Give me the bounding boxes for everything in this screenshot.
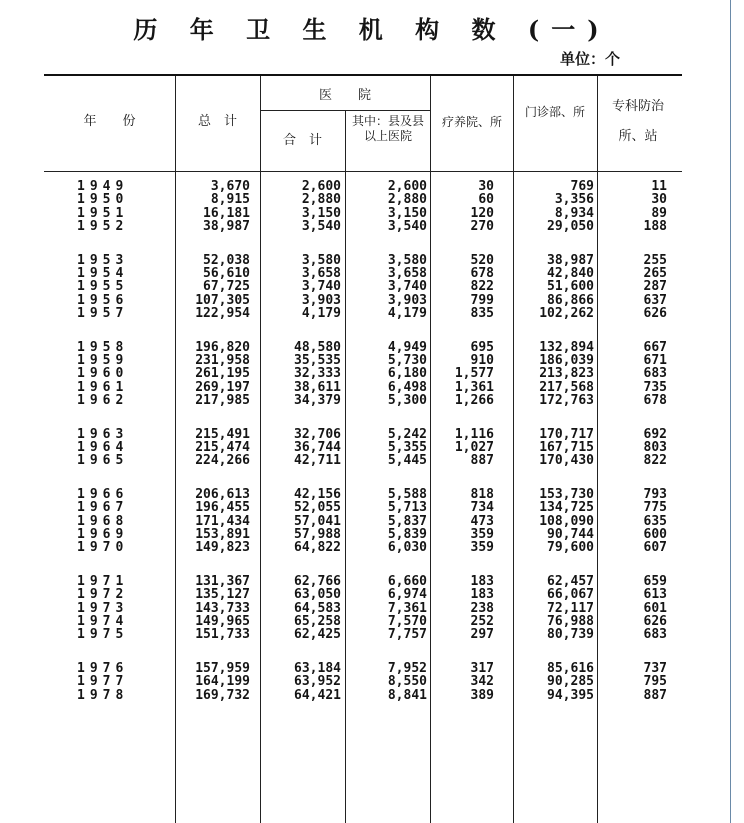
specialized-cell: 735 bbox=[643, 379, 667, 395]
specialized-cell: 667 bbox=[643, 339, 667, 355]
hospital-county-cell: 6,030 bbox=[387, 540, 427, 556]
header-hospital: 医 院 bbox=[318, 88, 371, 103]
header-specialized: 专科防治所、站 bbox=[611, 99, 664, 144]
total-cell: 269,197 bbox=[195, 379, 250, 395]
specialized-cell: 255 bbox=[643, 252, 667, 268]
sanatorium-cell: 473 bbox=[470, 513, 494, 529]
sanatorium-cell: 910 bbox=[470, 353, 494, 368]
header-clinic: 门诊部、所 bbox=[524, 105, 585, 119]
specialized-cell: 265 bbox=[643, 266, 667, 281]
hospital-county-cell: 5,300 bbox=[387, 393, 427, 409]
sanatorium-cell: 252 bbox=[470, 614, 494, 629]
header-hospital-county: 其中：县及县以上医院 bbox=[351, 114, 424, 143]
year-cell: 1954 bbox=[77, 266, 129, 281]
hospital-total-cell: 3,740 bbox=[301, 279, 341, 295]
hospital-total-cell: 42,711 bbox=[294, 453, 341, 469]
sanatorium-cell: 120 bbox=[470, 205, 494, 221]
hospital-county-cell: 2,880 bbox=[387, 192, 427, 208]
total-cell: 224,266 bbox=[195, 453, 250, 469]
total-cell: 215,474 bbox=[195, 440, 250, 455]
year-cell: 1958 bbox=[77, 339, 129, 355]
year-cell: 1972 bbox=[77, 587, 129, 603]
clinic-cell: 72,117 bbox=[547, 600, 594, 616]
header-divider bbox=[597, 76, 598, 172]
hospital-total-cell: 2,600 bbox=[301, 179, 341, 194]
specialized-cell: 30 bbox=[651, 192, 667, 208]
hospital-county-cell: 5,355 bbox=[387, 440, 427, 455]
sanatorium-cell: 822 bbox=[470, 279, 494, 295]
specialized-cell: 683 bbox=[643, 627, 667, 643]
table-row bbox=[0, 628, 744, 642]
sanatorium-cell: 678 bbox=[470, 266, 494, 281]
year-cell: 1970 bbox=[77, 540, 129, 556]
sanatorium-cell: 297 bbox=[470, 627, 494, 643]
hospital-county-cell: 6,660 bbox=[387, 573, 427, 589]
year-cell: 1964 bbox=[77, 440, 129, 455]
year-cell: 1962 bbox=[77, 393, 129, 409]
hospital-total-cell: 4,179 bbox=[301, 306, 341, 322]
sanatorium-cell: 359 bbox=[470, 527, 494, 542]
year-cell: 1956 bbox=[77, 292, 129, 308]
hospital-total-cell: 64,421 bbox=[294, 687, 341, 703]
sanatorium-cell: 695 bbox=[470, 339, 494, 355]
sanatorium-cell: 342 bbox=[470, 674, 494, 690]
hospital-county-cell: 7,361 bbox=[387, 600, 427, 616]
hospital-total-cell: 62,425 bbox=[294, 627, 341, 643]
specialized-cell: 600 bbox=[643, 527, 667, 542]
total-cell: 196,455 bbox=[195, 500, 250, 516]
hospital-county-cell: 2,600 bbox=[387, 179, 427, 194]
hospital-county-cell: 5,837 bbox=[387, 513, 427, 529]
clinic-cell: 62,457 bbox=[547, 573, 594, 589]
page-title: 历 年 卫 生 机 构 数 (一) bbox=[133, 15, 611, 44]
sanatorium-cell: 183 bbox=[470, 587, 494, 603]
clinic-cell: 85,616 bbox=[547, 660, 594, 676]
specialized-cell: 671 bbox=[643, 353, 667, 368]
sanatorium-cell: 734 bbox=[470, 500, 494, 516]
total-cell: 231,958 bbox=[195, 353, 250, 368]
header-sanatorium: 疗养院、所 bbox=[441, 115, 502, 129]
year-cell: 1951 bbox=[77, 205, 129, 221]
hospital-total-cell: 63,952 bbox=[294, 674, 341, 690]
specialized-cell: 626 bbox=[643, 306, 667, 322]
sanatorium-cell: 887 bbox=[470, 453, 494, 469]
hospital-county-cell: 5,713 bbox=[387, 500, 427, 516]
sanatorium-cell: 1,361 bbox=[454, 379, 494, 395]
hospital-total-cell: 38,611 bbox=[294, 379, 341, 395]
specialized-cell: 635 bbox=[643, 513, 667, 529]
clinic-cell: 94,395 bbox=[547, 687, 594, 703]
sanatorium-cell: 238 bbox=[470, 600, 494, 616]
specialized-cell: 89 bbox=[651, 205, 667, 221]
total-cell: 16,181 bbox=[203, 205, 250, 221]
total-cell: 149,965 bbox=[195, 614, 250, 629]
total-cell: 153,891 bbox=[195, 527, 250, 542]
hospital-county-cell: 5,588 bbox=[387, 486, 427, 502]
clinic-cell: 29,050 bbox=[547, 219, 594, 235]
specialized-cell: 775 bbox=[643, 500, 667, 516]
clinic-cell: 217,568 bbox=[539, 379, 594, 395]
total-cell: 169,732 bbox=[195, 687, 250, 703]
clinic-cell: 134,725 bbox=[539, 500, 594, 516]
clinic-cell: 769 bbox=[570, 179, 594, 194]
hospital-total-cell: 48,580 bbox=[294, 339, 341, 355]
hospital-subheader-rule bbox=[260, 110, 430, 111]
total-cell: 56,610 bbox=[203, 266, 250, 281]
table-row bbox=[0, 454, 744, 468]
hospital-county-cell: 5,242 bbox=[387, 426, 427, 442]
hospital-county-cell: 8,841 bbox=[387, 687, 427, 703]
total-cell: 151,733 bbox=[195, 627, 250, 643]
specialized-cell: 803 bbox=[643, 440, 667, 455]
clinic-cell: 8,934 bbox=[554, 205, 594, 221]
header-divider bbox=[345, 110, 346, 172]
hospital-county-cell: 3,150 bbox=[387, 205, 427, 221]
year-cell: 1961 bbox=[77, 379, 129, 395]
clinic-cell: 170,430 bbox=[539, 453, 594, 469]
hospital-county-cell: 6,974 bbox=[387, 587, 427, 603]
clinic-cell: 186,039 bbox=[539, 353, 594, 368]
total-cell: 261,195 bbox=[195, 366, 250, 382]
table-top-rule bbox=[44, 74, 682, 76]
clinic-cell: 102,262 bbox=[539, 306, 594, 322]
sanatorium-cell: 30 bbox=[478, 179, 494, 194]
clinic-cell: 79,600 bbox=[547, 540, 594, 556]
table-header-rule bbox=[44, 171, 682, 172]
specialized-cell: 626 bbox=[643, 614, 667, 629]
sanatorium-cell: 60 bbox=[478, 192, 494, 208]
sanatorium-cell: 270 bbox=[470, 219, 494, 235]
hospital-county-cell: 5,839 bbox=[387, 527, 427, 542]
hospital-county-cell: 3,580 bbox=[387, 252, 427, 268]
total-cell: 215,491 bbox=[195, 426, 250, 442]
clinic-cell: 170,717 bbox=[539, 426, 594, 442]
year-cell: 1969 bbox=[77, 527, 129, 542]
year-cell: 1957 bbox=[77, 306, 129, 322]
sanatorium-cell: 317 bbox=[470, 660, 494, 676]
hospital-total-cell: 63,184 bbox=[294, 660, 341, 676]
specialized-cell: 607 bbox=[643, 540, 667, 556]
year-cell: 1967 bbox=[77, 500, 129, 516]
year-cell: 1974 bbox=[77, 614, 129, 629]
specialized-cell: 188 bbox=[643, 219, 667, 235]
specialized-cell: 692 bbox=[643, 426, 667, 442]
clinic-cell: 51,600 bbox=[547, 279, 594, 295]
clinic-cell: 66,067 bbox=[547, 587, 594, 603]
specialized-cell: 287 bbox=[643, 279, 667, 295]
year-cell: 1971 bbox=[77, 573, 129, 589]
specialized-cell: 11 bbox=[651, 179, 667, 194]
clinic-cell: 3,356 bbox=[554, 192, 594, 208]
specialized-cell: 737 bbox=[643, 660, 667, 676]
hospital-county-cell: 3,740 bbox=[387, 279, 427, 295]
specialized-cell: 793 bbox=[643, 486, 667, 502]
hospital-county-cell: 7,570 bbox=[387, 614, 427, 629]
hospital-total-cell: 63,050 bbox=[294, 587, 341, 603]
clinic-cell: 153,730 bbox=[539, 486, 594, 502]
year-cell: 1963 bbox=[77, 426, 129, 442]
year-cell: 1976 bbox=[77, 660, 129, 676]
hospital-county-cell: 3,658 bbox=[387, 266, 427, 281]
hospital-total-cell: 3,540 bbox=[301, 219, 341, 235]
sanatorium-cell: 359 bbox=[470, 540, 494, 556]
header-total: 总 计 bbox=[197, 114, 237, 129]
total-cell: 52,038 bbox=[203, 252, 250, 268]
specialized-cell: 678 bbox=[643, 393, 667, 409]
sanatorium-cell: 835 bbox=[470, 306, 494, 322]
total-cell: 131,367 bbox=[195, 573, 250, 589]
clinic-cell: 108,090 bbox=[539, 513, 594, 529]
total-cell: 217,985 bbox=[195, 393, 250, 409]
table-row bbox=[0, 689, 744, 703]
year-cell: 1959 bbox=[77, 353, 129, 368]
hospital-county-cell: 8,550 bbox=[387, 674, 427, 690]
clinic-cell: 167,715 bbox=[539, 440, 594, 455]
table-row bbox=[0, 394, 744, 408]
year-cell: 1953 bbox=[77, 252, 129, 268]
sanatorium-cell: 183 bbox=[470, 573, 494, 589]
table-row bbox=[0, 220, 744, 234]
hospital-total-cell: 36,744 bbox=[294, 440, 341, 455]
total-cell: 135,127 bbox=[195, 587, 250, 603]
year-cell: 1960 bbox=[77, 366, 129, 382]
total-cell: 171,434 bbox=[195, 513, 250, 529]
sanatorium-cell: 1,266 bbox=[454, 393, 494, 409]
clinic-cell: 213,823 bbox=[539, 366, 594, 382]
hospital-total-cell: 52,055 bbox=[294, 500, 341, 516]
year-cell: 1978 bbox=[77, 687, 129, 703]
specialized-cell: 659 bbox=[643, 573, 667, 589]
total-cell: 149,823 bbox=[195, 540, 250, 556]
total-cell: 196,820 bbox=[195, 339, 250, 355]
hospital-total-cell: 64,583 bbox=[294, 600, 341, 616]
hospital-county-cell: 7,757 bbox=[387, 627, 427, 643]
hospital-total-cell: 57,988 bbox=[294, 527, 341, 542]
total-cell: 164,199 bbox=[195, 674, 250, 690]
unit-label: 单位：个 bbox=[560, 50, 621, 68]
specialized-cell: 887 bbox=[643, 687, 667, 703]
hospital-total-cell: 34,379 bbox=[294, 393, 341, 409]
hospital-county-cell: 4,179 bbox=[387, 306, 427, 322]
sanatorium-cell: 389 bbox=[470, 687, 494, 703]
clinic-cell: 90,744 bbox=[547, 527, 594, 542]
year-cell: 1975 bbox=[77, 627, 129, 643]
hospital-total-cell: 35,535 bbox=[294, 353, 341, 368]
hospital-total-cell: 32,333 bbox=[294, 366, 341, 382]
hospital-total-cell: 57,041 bbox=[294, 513, 341, 529]
hospital-total-cell: 32,706 bbox=[294, 426, 341, 442]
total-cell: 143,733 bbox=[195, 600, 250, 616]
total-cell: 8,915 bbox=[210, 192, 250, 208]
total-cell: 206,613 bbox=[195, 486, 250, 502]
specialized-cell: 795 bbox=[643, 674, 667, 690]
clinic-cell: 80,739 bbox=[547, 627, 594, 643]
total-cell: 3,670 bbox=[210, 179, 250, 194]
year-cell: 1968 bbox=[77, 513, 129, 529]
specialized-cell: 637 bbox=[643, 292, 667, 308]
sanatorium-cell: 1,027 bbox=[454, 440, 494, 455]
hospital-total-cell: 3,150 bbox=[301, 205, 341, 221]
clinic-cell: 172,763 bbox=[539, 393, 594, 409]
specialized-cell: 613 bbox=[643, 587, 667, 603]
sanatorium-cell: 799 bbox=[470, 292, 494, 308]
clinic-cell: 76,988 bbox=[547, 614, 594, 629]
year-cell: 1973 bbox=[77, 600, 129, 616]
hospital-county-cell: 7,952 bbox=[387, 660, 427, 676]
header-hospital-total: 合 计 bbox=[282, 133, 322, 148]
clinic-cell: 90,285 bbox=[547, 674, 594, 690]
clinic-cell: 38,987 bbox=[547, 252, 594, 268]
year-cell: 1977 bbox=[77, 674, 129, 690]
hospital-total-cell: 2,880 bbox=[301, 192, 341, 208]
hospital-total-cell: 62,766 bbox=[294, 573, 341, 589]
table-row bbox=[0, 307, 744, 321]
hospital-total-cell: 42,156 bbox=[294, 486, 341, 502]
hospital-county-cell: 5,730 bbox=[387, 353, 427, 368]
year-cell: 1950 bbox=[77, 192, 129, 208]
clinic-cell: 132,894 bbox=[539, 339, 594, 355]
total-cell: 67,725 bbox=[203, 279, 250, 295]
hospital-total-cell: 3,903 bbox=[301, 292, 341, 308]
sanatorium-cell: 818 bbox=[470, 486, 494, 502]
year-cell: 1949 bbox=[77, 179, 129, 194]
year-cell: 1966 bbox=[77, 486, 129, 502]
hospital-total-cell: 65,258 bbox=[294, 614, 341, 629]
total-cell: 122,954 bbox=[195, 306, 250, 322]
hospital-county-cell: 3,540 bbox=[387, 219, 427, 235]
hospital-total-cell: 64,822 bbox=[294, 540, 341, 556]
hospital-county-cell: 6,498 bbox=[387, 379, 427, 395]
hospital-total-cell: 3,658 bbox=[301, 266, 341, 281]
clinic-cell: 42,840 bbox=[547, 266, 594, 281]
clinic-cell: 86,866 bbox=[547, 292, 594, 308]
hospital-county-cell: 4,949 bbox=[387, 339, 427, 355]
year-cell: 1955 bbox=[77, 279, 129, 295]
table-row bbox=[0, 541, 744, 555]
hospital-county-cell: 3,903 bbox=[387, 292, 427, 308]
specialized-cell: 822 bbox=[643, 453, 667, 469]
total-cell: 157,959 bbox=[195, 660, 250, 676]
header-year: 年 份 bbox=[83, 114, 136, 129]
year-cell: 1952 bbox=[77, 219, 129, 235]
sanatorium-cell: 1,116 bbox=[454, 426, 494, 442]
total-cell: 107,305 bbox=[195, 292, 250, 308]
specialized-cell: 601 bbox=[643, 600, 667, 616]
total-cell: 38,987 bbox=[203, 219, 250, 235]
hospital-county-cell: 5,445 bbox=[387, 453, 427, 469]
sanatorium-cell: 520 bbox=[470, 252, 494, 268]
hospital-total-cell: 3,580 bbox=[301, 252, 341, 268]
sanatorium-cell: 1,577 bbox=[454, 366, 494, 382]
year-cell: 1965 bbox=[77, 453, 129, 469]
hospital-county-cell: 6,180 bbox=[387, 366, 427, 382]
specialized-cell: 683 bbox=[643, 366, 667, 382]
